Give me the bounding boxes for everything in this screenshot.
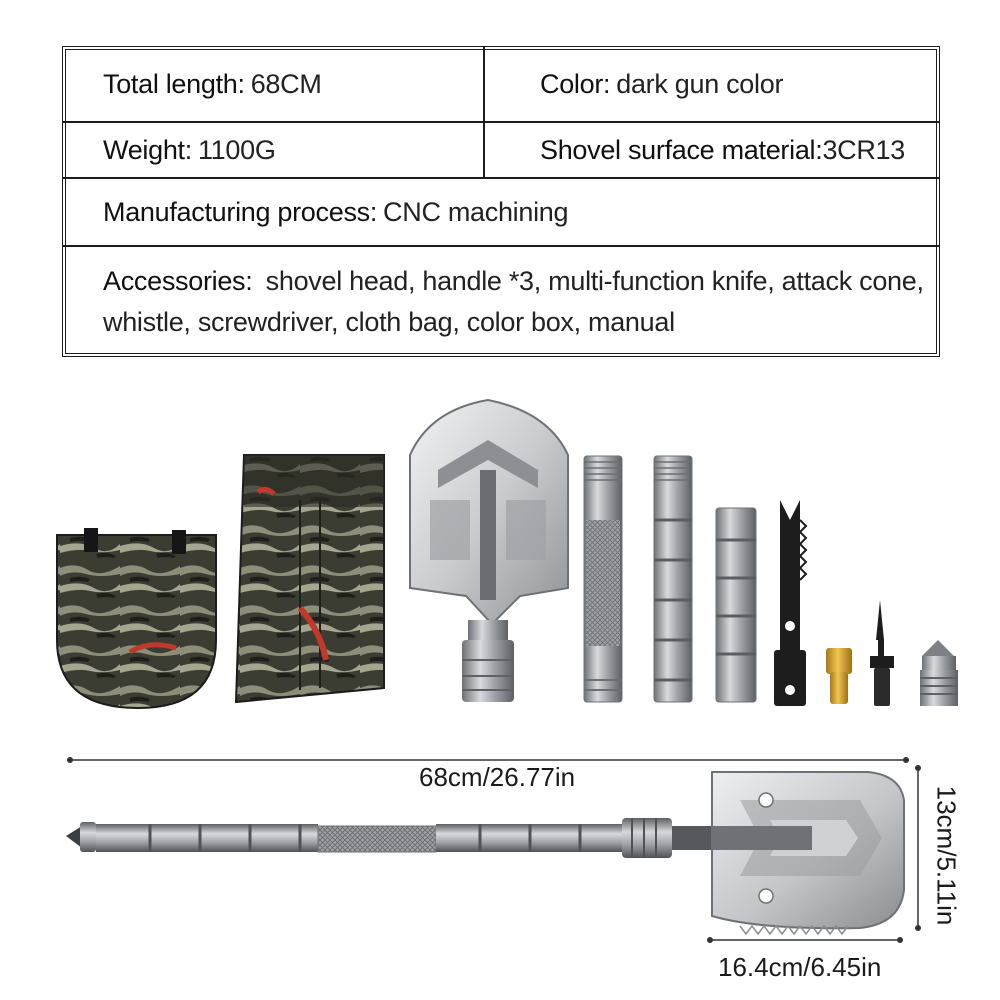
spec-manufacturing: Manufacturing process : CNC machining	[103, 196, 569, 227]
spec-value: 68CM	[250, 68, 322, 99]
spec-total-length: Total length : 68CM	[103, 68, 322, 99]
spec-row	[63, 179, 939, 247]
spec-accessories-line1: Accessories: shovel head, handle *3, multi-function knife, attack cone,	[103, 265, 924, 296]
spec-key: Shovel surface material	[540, 134, 816, 165]
screwdriver-icon	[870, 600, 894, 706]
spec-value: 3CR13	[822, 134, 905, 165]
height-dimension-line	[915, 765, 921, 931]
spec-row	[63, 123, 939, 179]
spec-value: dark gun color	[616, 68, 784, 99]
whistle-icon	[826, 648, 852, 704]
spec-accessories-line2: whistle, screwdriver, cloth bag, color box, manual	[103, 306, 675, 337]
spec-value: 1100G	[197, 134, 276, 165]
spec-key: Color	[540, 68, 604, 99]
column-divider	[483, 47, 485, 179]
spec-accessories	[103, 247, 924, 356]
spec-weight: Weight : 1100G	[103, 134, 276, 165]
handle-short-icon	[716, 508, 756, 702]
multi-function-knife-icon	[774, 500, 806, 706]
attack-cone-icon	[920, 640, 958, 706]
spec-shovel-material: Shovel surface material : 3CR13	[540, 134, 905, 165]
spec-value: CNC machining	[383, 196, 569, 227]
spec-key: Accessories	[103, 265, 246, 296]
width-dimension-line	[707, 937, 903, 943]
spec-key: Manufacturing process	[103, 196, 370, 227]
assembled-shovel-icon	[66, 772, 904, 934]
spec-row	[63, 47, 939, 123]
handle-icon	[654, 456, 692, 702]
accessories-photo	[0, 385, 1000, 715]
shovel-head-icon	[410, 400, 568, 702]
length-dimension-label: 68cm/26.77in	[419, 762, 576, 792]
spec-color: Color : dark gun color	[540, 68, 784, 99]
spec-table	[62, 46, 940, 357]
spec-key: Total length	[103, 68, 238, 99]
height-dimension-label: 13cm/5.11in	[931, 785, 962, 926]
spec-value: shovel head, handle *3, multi-function knife, attack cone,	[265, 265, 924, 296]
blade-width-dimension-label: 16.4cm/6.45in	[718, 952, 882, 982]
handle-icon	[584, 456, 622, 702]
cloth-bag-small-icon	[57, 528, 216, 708]
spec-key: Weight	[103, 134, 185, 165]
spec-row	[63, 247, 939, 356]
cloth-bag-large-icon	[236, 455, 384, 702]
